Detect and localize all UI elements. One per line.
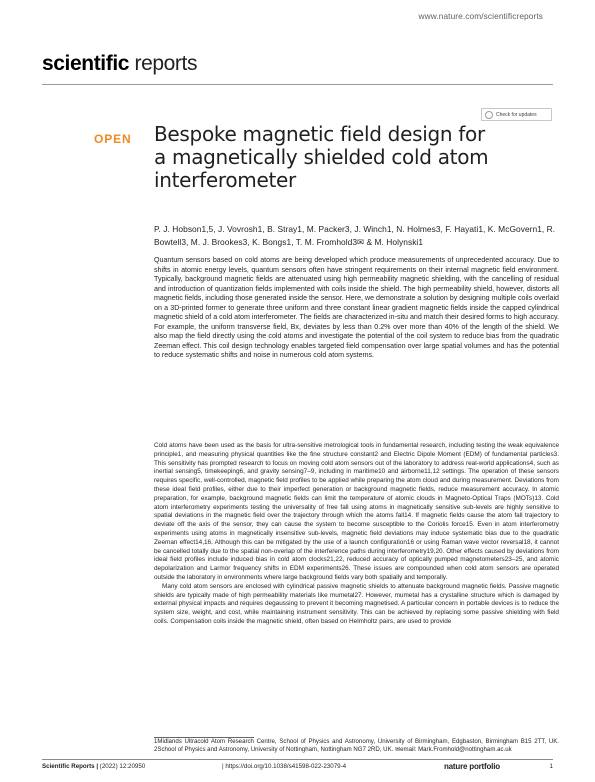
footer-journal: Scientific Reports | (2022) 12:20950 <box>42 763 146 770</box>
article-title: Bespoke magnetic field design for a magnetically shielded cold atom interferometer <box>154 122 489 192</box>
journal-logo-bold: scientific <box>42 52 130 75</box>
journal-url[interactable]: www.nature.com/scientificreports <box>418 11 543 21</box>
page-number: 1 <box>549 763 553 770</box>
publisher-logo: nature portfolio <box>444 762 500 771</box>
journal-logo <box>42 52 197 76</box>
journal-logo-regular: reports <box>129 52 198 75</box>
footer-doi-link[interactable]: | https://doi.org/10.1038/s41598-022-23079-4 <box>222 763 347 770</box>
footer-divider <box>42 759 553 760</box>
body-paragraph: Many cold atom sensors are enclosed with cylindrical passive magnetic shields to attenuate background magnetic fields. Passive magnetic shields are typically made of high permeability materials like mumetal27. However, mumetal has a crystalline structure which is damaged by external physical impacts and requires degaussing to prevent it becoming magnetised. A particular concern in portable devices is to reduce the system size, weight, and cost, while maintaining instrument sensitivity. This can be achieved by replacing some passive shielding with field coils. Compensation coils inside the magnetic shield, often based on Helmholtz pairs, are used to provide <box>154 582 559 625</box>
affiliations: 1Midlands Ultracold Atom Research Centre, School of Physics and Astronomy, University of Birmingham, Edgbaston, Birmingham B15 2TT, UK. 2School of Physics and Astronomy, University of Nottingham, Nottingham NG7 2RD, UK. ✉email: Mark.Fromhold@nottingham.ac.uk <box>154 738 559 753</box>
open-access-label: OPEN <box>94 132 132 146</box>
update-icon <box>485 111 493 119</box>
author-list: P. J. Hobson1,5, J. Vovrosh1, B. Stray1, M. Packer3, J. Winch1, N. Holmes3, F. Hayati1, K. McGovern1, R. Bowtell3, M. J. Brookes3, K. Bongs1, T. M. Fromhold3✉ & M. Holynski1 <box>154 224 556 247</box>
article-body <box>154 442 559 627</box>
check-updates-label: Check for updates <box>496 111 537 118</box>
page-footer <box>42 763 553 775</box>
check-updates-button[interactable] <box>481 108 552 121</box>
header-divider <box>42 84 553 85</box>
abstract: Quantum sensors based on cold atoms are being developed which produce measurements of unprecedented accuracy. Due to shifts in atomic energy levels, quantum sensors often have stringent requirements on their internal magnetic field environment. Typically, background magnetic fields are attenuated using high permeability magnetic shielding, with the cancelling of residual and introduction of quantization fields implemented with coils inside the shield. The high permeability shield, however, distorts all magnetic fields, including those generated inside the sensor. Here, we demonstrate a solution by designing multiple coils overlaid on a 3D-printed former to generate three uniform and three constant linear gradient magnetic fields inside the capped cylindrical magnetic shield of a cold atom interferometer. The fields are characterized in-situ and match their desired forms to high accuracy. For example, the uniform transverse field, Bx, deviates by less than 0.2% over more than 40% of the length of the shield. We also map the field directly using the cold atoms and investigate the potential of the coil system to reduce bias from the quadratic Zeeman effect. This coil design technology enables targeted field compensation over large spatial volumes and has the potential to reduce systematic shifts and noise in numerous cold atom systems. <box>154 256 559 359</box>
footer-citation: (2022) 12:20950 <box>99 763 146 770</box>
body-paragraph: Cold atoms have been used as the basis for ultra-sensitive metrological tools in fundamental research, including testing the weak equivalence principle1, and measuring physical quantities like the fine structure constant2 and Electric Dipole Moment (EDM) of fundamental particles3. This sensitivity has prompted research to focus on moving cold atom sensors out of the laboratory to address real-world applications4, such as inertial sensing5, timekeeping6, and gravity sensing7–9, including in maritime10 and airborne11,12 settings. The operation of these sensors requires specific, well-controlled, magnetic field profiles to be applied while preparing the atom cloud and during measurement. Deviations from these ideal field profiles, either due to their imperfect generation or background magnetic fields, reduce measurement accuracy. In atomic preparation, for example, background magnetic fields can limit the temperature of atomic clouds in Magneto-Optical Traps (MOTs)13. Cold atom interferometry experiments testing the universality of free fall using atoms in magnetically sensitive sub-levels are highly sensitive to spatial deviations in the magnetic field over the trajectory through which the atoms fall14. If magnetic fields cause the atom fall trajectory to deviate off the axis of the sensor, they can cause the system to become susceptible to the Coriolis force15. Even in atom interferometry experiments using atoms in magnetically insensitive sub-levels, magnetic field deviations may induce systematic bias due to the quadratic Zeeman effect14,16. Although this can be mitigated by the use of a launch configuration16 or using Raman wave vector reversal18, it cannot be cancelled totally due to the spatial non-overlap of the interference paths during interferometry19,20. Other effects caused by deviations from ideal field profiles include induced bias in cold atom clocks21,22, reduced accuracy of optically pumped magnetometers23–25, and atomic depolarization and Larmor frequency shifts in EDM experiments26. These issues are compounded when cold atom sensors are operated outside the laboratory in environments where large background fields vary both spatially and temporally. <box>154 442 559 581</box>
